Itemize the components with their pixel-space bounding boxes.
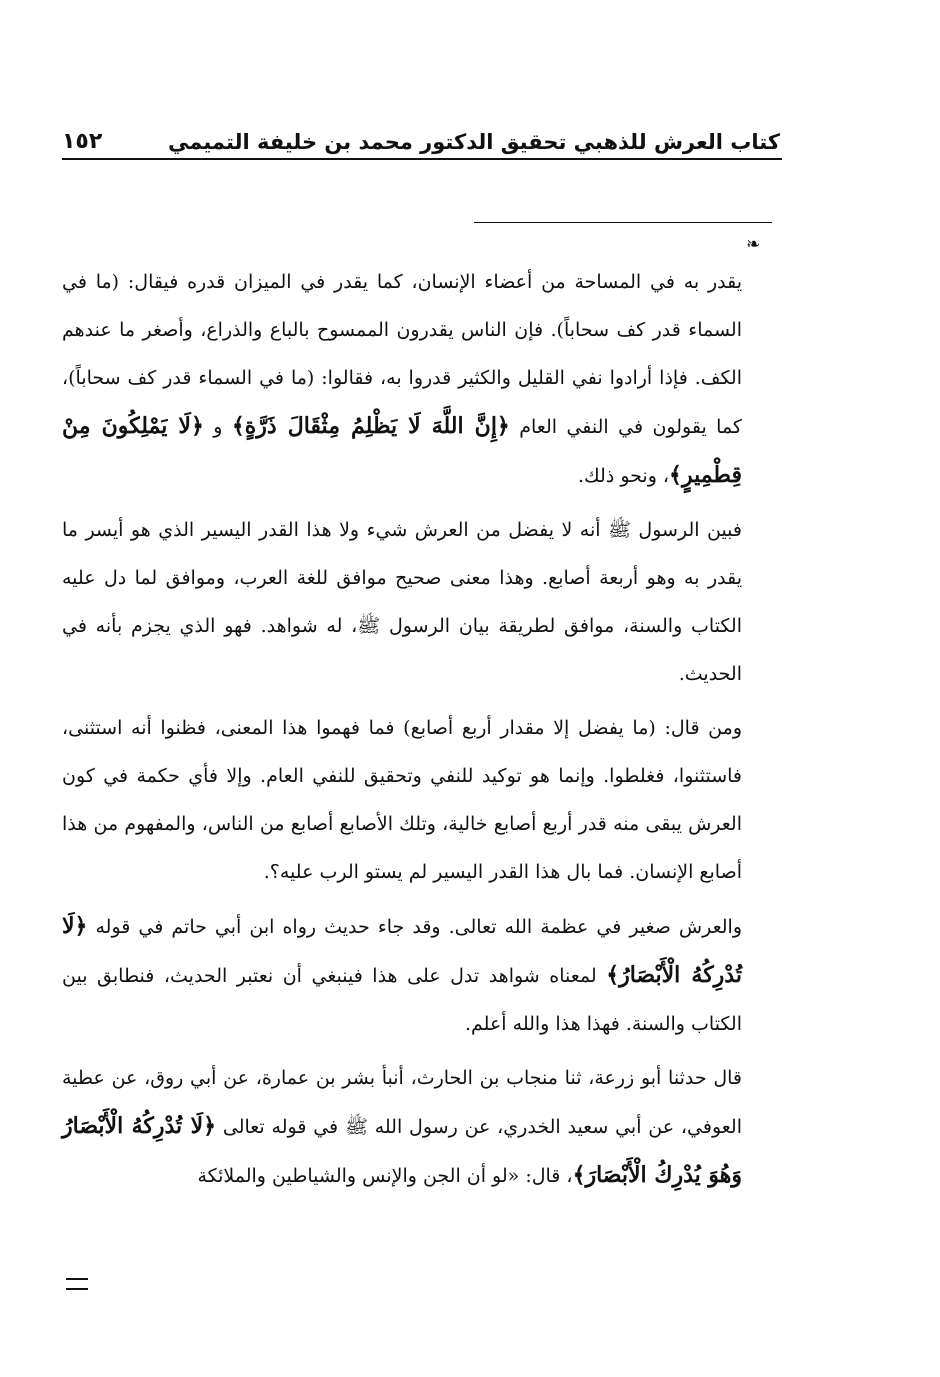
quran-verse: ﴿لَا يَمْلِكُونَ مِنْ قِطْمِيرٍ﴾: [62, 413, 742, 488]
paragraph: [62, 258, 742, 500]
paragraph: ومن قال: (ما يفضل إلا مقدار أربع أصابع) فما فهموا هذا المعنى، فظنوا أنه استثنى، فاستثنوا، فغلطوا. وإنما هو توكيد للنفي وتحقيق للنفي العام. وإلا فأي حكمة في كون العرش يبقى منه قدر أربع أصابع خالية، وتلك الأصابع أصابع من الناس، والمفهوم من هذا أصابع الإنسان. فما بال هذا القدر اليسير لم يستو الرب عليه؟.: [62, 717, 742, 883]
footnote-ornament-icon: ☙: [746, 234, 761, 253]
paragraph: [62, 1054, 742, 1200]
text-run: ، ونحو ذلك.: [577, 465, 670, 487]
continuation-mark: [66, 1278, 88, 1290]
quran-verse: ﴿إِنَّ اللَّهَ لَا يَظْلِمُ مِثْقَالَ ذَرَّةٍ﴾: [231, 413, 510, 439]
text-run: لمعناه شواهد تدل على هذا فينبغي أن نعتبر الحديث، فنطابق بين الكتاب والسنة. فهذا هذا والله أعلم.: [62, 965, 742, 1035]
running-header: [62, 116, 780, 154]
text-run: ، قال: «لو أن الجن والإنس والشياطين والملائكة: [197, 1165, 573, 1187]
quran-verse: ﴿لَا تُدْرِكُهُ الْأَبْصَارُ﴾: [62, 913, 742, 988]
footnote-separator: [474, 222, 772, 223]
text-run: يقدر به في المساحة من أعضاء الإنسان، كما يقدر في الميزان قدره فيقال: (ما في السماء قدر كف سحاباً). فإن الناس يقدرون الممسوح بالباع والذراع، وأصغر ما عندهم الكف. فإذا أرادوا نفي القليل والكثير قدروا به، فقالوا: (ما في السماء قدر كف سحاباً)، كما يقولون في النفي العام: [62, 271, 742, 438]
text-run: والعرش صغير في عظمة الله تعالى. وقد جاء حديث رواه ابن أبي حاتم في قوله: [87, 916, 742, 938]
text-run: قال حدثنا أبو زرعة، ثنا منجاب بن الحارث، أنبأ بشر بن عمارة، عن أبي روق، عن عطية العوفي، عن أبي سعيد الخدري، عن رسول الله ﷺ في قوله تعالى: [62, 1067, 742, 1138]
paragraph: فبين الرسول ﷺ أنه لا يفضل من العرش شيء ولا هذا القدر اليسير الذي هو أيسر ما يقدر به وهو أربعة أصابع. وهذا معنى صحيح موافق للغة العرب، وموافق لما دل عليه الكتاب والسنة، موافق لطريقة بيان الرسول ﷺ، له شواهد. فهو الذي يجزم بأنه في الحديث.: [62, 519, 742, 685]
quran-verse: ﴿لَا تُدْرِكُهُ الْأَبْصَارُ وَهُوَ يُدْرِكُ الْأَبْصَارَ﴾: [62, 1113, 742, 1188]
page-number: ١٥٢: [62, 129, 103, 154]
text-run: و: [203, 416, 232, 438]
header-rule: [62, 158, 782, 160]
paragraph: [62, 902, 742, 1048]
book-title: كتاب العرش للذهبي تحقيق الدكتور محمد بن خليفة التميمي: [168, 130, 780, 154]
footnote-text: [62, 258, 742, 1206]
